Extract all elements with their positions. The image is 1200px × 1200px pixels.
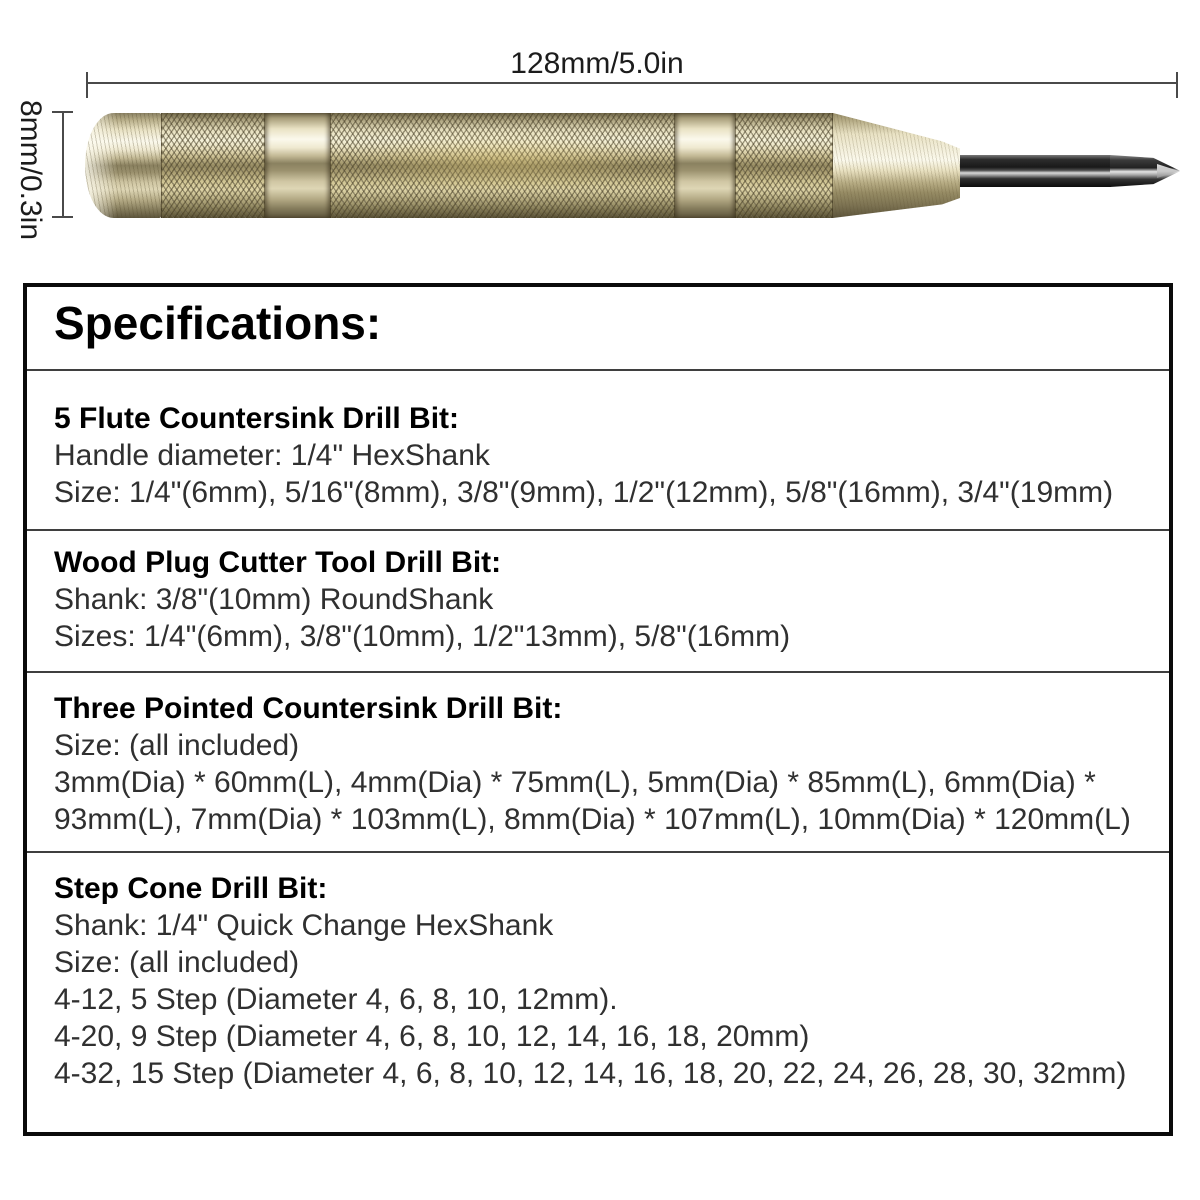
tool-smooth-ring-rear xyxy=(265,113,330,218)
length-dimension-tick-right xyxy=(1176,72,1178,98)
section-heading: Three Pointed Countersink Drill Bit: xyxy=(54,692,563,725)
diameter-dimension-tick-top xyxy=(52,111,73,113)
spec-line: 3mm(Dia) * 60mm(L), 4mm(Dia) * 75mm(L), 5mm(Dia) * 85mm(L), 6mm(Dia) * 93mm(L), 7mm(Dia) * 103mm(L), 8mm(Dia) * 107mm(L), 10mm(Dia) * 120mm(L) xyxy=(54,766,1131,836)
length-dimension-label: 128mm/5.0in xyxy=(510,47,684,80)
tool-tapered-nose xyxy=(833,113,960,218)
section-step-cone xyxy=(27,851,1169,1132)
spec-line: Shank: 1/4" Quick Change HexShank xyxy=(54,909,554,942)
section-5-flute-countersink xyxy=(27,369,1169,529)
diameter-dimension-tick-bottom xyxy=(52,216,73,218)
diameter-dimension-line xyxy=(62,112,64,217)
spec-line: Sizes: 1/4"(6mm), 3/8"(10mm), 1/2"13mm), 5/8"(16mm) xyxy=(54,620,791,653)
spec-line: 4-12, 5 Step (Diameter 4, 6, 8, 10, 12mm). xyxy=(54,983,618,1016)
spec-line: Handle diameter: 1/4" HexShank xyxy=(54,439,490,472)
spec-line: Size: (all included) xyxy=(54,729,300,762)
spec-line: Size: (all included) xyxy=(54,946,300,979)
punch-pin xyxy=(945,155,1111,187)
spec-line: 4-20, 9 Step (Diameter 4, 6, 8, 10, 12, 14, 16, 18, 20mm) xyxy=(54,1020,810,1053)
tool-knurled-barrel xyxy=(330,113,675,218)
spec-line: Shank: 3/8"(10mm) RoundShank xyxy=(54,583,494,616)
length-dimension-line xyxy=(87,82,1178,84)
spec-line: 4-32, 15 Step (Diameter 4, 6, 8, 10, 12, 14, 16, 18, 20, 22, 24, 26, 28, 30, 32mm) xyxy=(54,1057,1127,1090)
specifications-title: Specifications: xyxy=(54,297,382,349)
specifications-title-row xyxy=(27,287,1169,369)
tool-knurled-grip-rear xyxy=(161,113,265,218)
tool-smooth-ring-front xyxy=(675,113,735,218)
spec-line: Size: 1/4"(6mm), 5/16"(8mm), 3/8"(9mm), 1/2"(12mm), 5/8"(16mm), 3/4"(19mm) xyxy=(54,476,1114,509)
section-heading: Wood Plug Cutter Tool Drill Bit: xyxy=(54,546,502,579)
section-three-pointed-countersink xyxy=(27,671,1169,851)
center-punch-photo: 128mm/5.0in 8mm/0.3in xyxy=(0,0,1200,283)
tool-end-cap xyxy=(85,113,161,218)
specifications-panel xyxy=(23,283,1173,1136)
section-heading: Step Cone Drill Bit: xyxy=(54,872,328,905)
section-heading: 5 Flute Countersink Drill Bit: xyxy=(54,402,460,435)
center-punch-tool xyxy=(85,113,1180,218)
tool-knurled-grip-front xyxy=(735,113,833,218)
length-dimension-tick-left xyxy=(86,72,88,98)
section-wood-plug-cutter xyxy=(27,529,1169,671)
